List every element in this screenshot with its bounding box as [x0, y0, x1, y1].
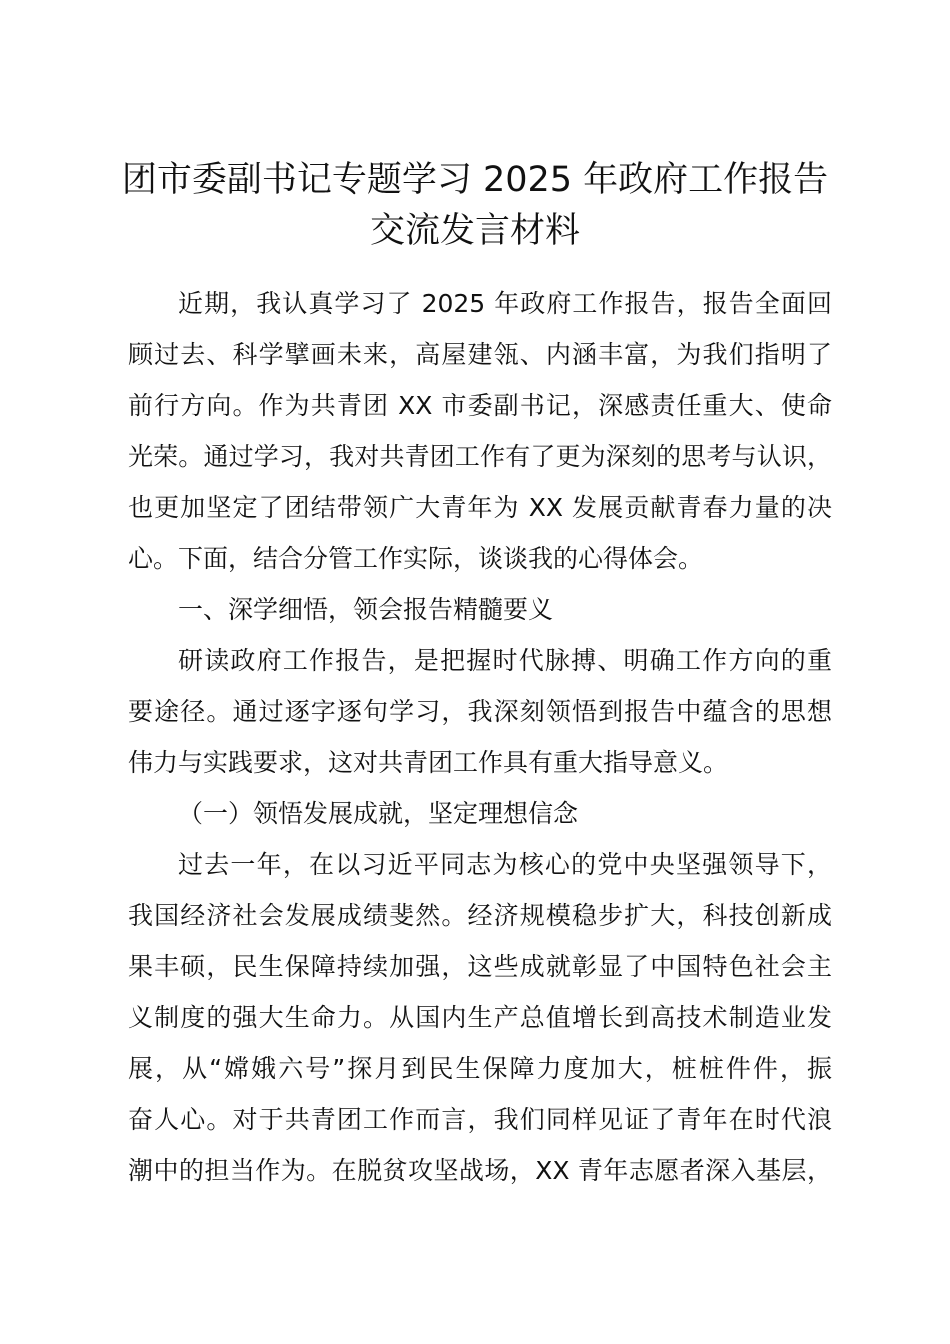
paragraph-1-line-2: 顾过去、科学擘画未来，高屋建瓴、内涵丰富，为我们指明了	[128, 340, 832, 369]
paragraph-3-line-1: 过去一年，在以习近平同志为核心的党中央坚强领导下，	[178, 850, 832, 879]
paragraph-3-line-4: 义制度的强大生命力。从国内生产总值增长到高技术制造业发	[128, 1003, 832, 1032]
paragraph-3-line-7: 潮中的担当作为。在脱贫攻坚战场，XX 青年志愿者深入基层，	[128, 1156, 832, 1185]
section-heading-1: 一、深学细悟，领会报告精髓要义	[178, 595, 554, 624]
paragraph-3-line-5: 展，从“嫦娥六号”探月到民生保障力度加大，桩桩件件，振	[128, 1054, 832, 1083]
paragraph-1-line-6: 心。下面，结合分管工作实际，谈谈我的心得体会。	[128, 544, 704, 573]
paragraph-2-line-2: 要途径。通过逐字逐句学习，我深刻领悟到报告中蕴含的思想	[128, 697, 832, 726]
paragraph-1-line-5: 也更加坚定了团结带领广大青年为 XX 发展贡献青春力量的决	[128, 493, 832, 522]
paragraph-3-line-3: 果丰硕，民生保障持续加强，这些成就彰显了中国特色社会主	[128, 952, 832, 981]
subsection-heading-1: （一）领悟发展成就，坚定理想信念	[178, 799, 579, 828]
paragraph-3-line-2: 我国经济社会发展成绩斐然。经济规模稳步扩大，科技创新成	[128, 901, 832, 930]
paragraph-3-line-6: 奋人心。对于共青团工作而言，我们同样见证了青年在时代浪	[128, 1105, 832, 1134]
paragraph-1-line-1: 近期，我认真学习了 2025 年政府工作报告，报告全面回	[178, 289, 832, 318]
paragraph-2-line-1: 研读政府工作报告，是把握时代脉搏、明确工作方向的重	[178, 646, 832, 675]
document-title-line-1: 团市委副书记专题学习 2025 年政府工作报告	[121, 160, 829, 200]
paragraph-1-line-3: 前行方向。作为共青团 XX 市委副书记，深感责任重大、使命	[128, 391, 832, 420]
document-title-line-2: 交流发言材料	[369, 211, 580, 251]
paragraph-2-line-3: 伟力与实践要求，这对共青团工作具有重大指导意义。	[128, 748, 729, 777]
paragraph-1-line-4: 光荣。通过学习，我对共青团工作有了更为深刻的思考与认识，	[128, 442, 832, 471]
